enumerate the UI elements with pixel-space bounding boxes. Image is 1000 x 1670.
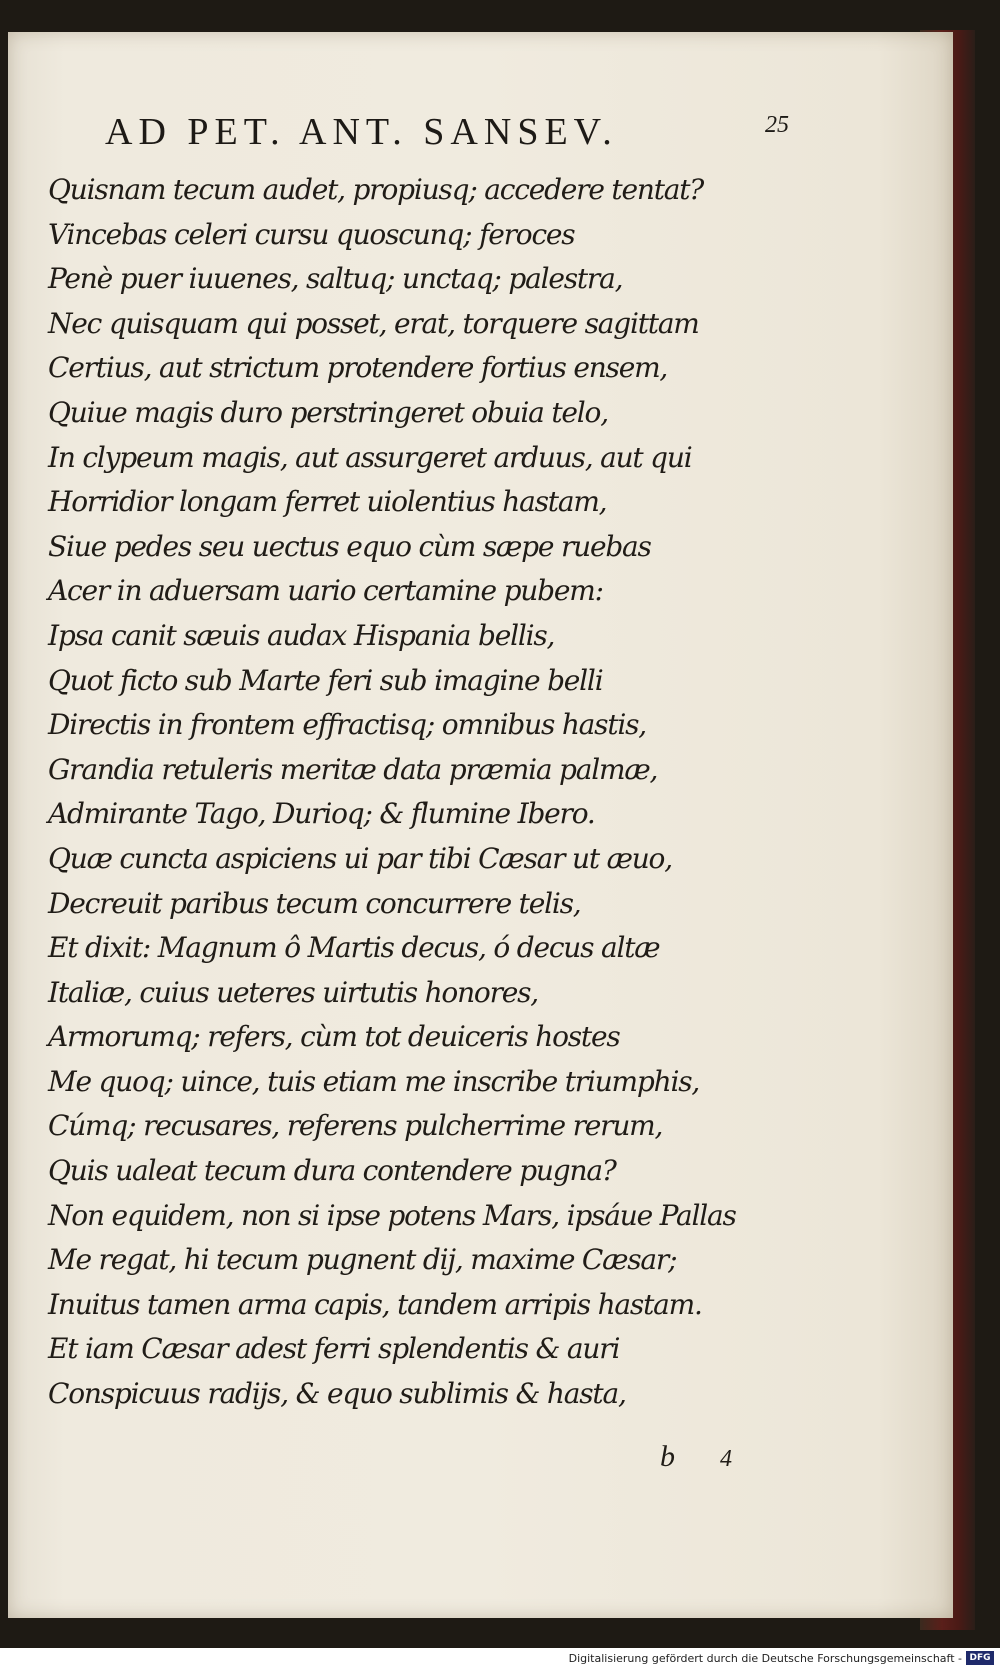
signature-mark: b [660, 1440, 675, 1473]
verse-line: Conspicuus radijs, & equo sublimis & hasta, [48, 1377, 626, 1411]
verse-line: Directis in frontem effractisq; omnibus hastis, [48, 708, 647, 742]
verse-line: Vincebas celeri cursu quoscunq; feroces [48, 217, 575, 251]
verse-list [48, 168, 768, 1417]
verse-line: Quot ficto sub Marte feri sub imagine belli [48, 663, 603, 697]
verse-line: Certius, aut strictum protendere fortius ensem, [48, 351, 668, 385]
verse-line: Penè puer iuuenes, saltuq; unctaq; palestra, [48, 262, 623, 296]
verse-line: Acer in aduersam uario certamine pubem: [48, 574, 603, 608]
signature-number: 4 [720, 1446, 732, 1472]
verse-line: Me quoq; uince, tuis etiam me inscribe triumphis, [48, 1064, 700, 1098]
verse-line: Quæ cuncta aspiciens ui par tibi Cæsar ut æuo, [48, 841, 672, 875]
verse-line: Et dixit: Magnum ô Martis decus, ó decus altæ [48, 931, 660, 965]
verse-line: Non equidem, non si ipse potens Mars, ipsáue Pallas [48, 1198, 736, 1232]
verse-line: Et iam Cæsar adest ferri splendentis & auri [48, 1332, 620, 1366]
verse-line: Admirante Tago, Durioq; & flumine Ibero. [48, 797, 595, 831]
folio-number: 25 [765, 112, 789, 138]
verse-line: Nec quisquam qui posset, erat, torquere sagittam [48, 306, 699, 340]
verse-line: Cúmq; recusares, referens pulcherrime rerum, [48, 1109, 663, 1143]
verse-line: Me regat, hi tecum pugnent dij, maxime Cæsar; [48, 1243, 677, 1277]
verse-line: Quiue magis duro perstringeret obuia telo, [48, 395, 608, 429]
verse-line: Ipsa canit sæuis audax Hispania bellis, [48, 618, 555, 652]
digitization-credit: Digitalisierung gefördert durch die Deutsche Forschungsgemeinschaft - [568, 1652, 962, 1665]
verse-line: Decreuit paribus tecum concurrere telis, [48, 886, 581, 920]
verse-line: Quis ualeat tecum dura contendere pugna? [48, 1154, 616, 1188]
dfg-logo: DFG [966, 1651, 994, 1665]
verse-line: Siue pedes seu uectus equo cùm sæpe ruebas [48, 529, 651, 563]
running-head: AD PET. ANT. SANSEV. [105, 111, 618, 153]
verse-line: Horridior longam ferret uiolentius hastam, [48, 485, 607, 519]
verse-line: Inuitus tamen arma capis, tandem arripis hastam. [48, 1287, 702, 1321]
verse-line: Grandia retuleris meritæ data præmia palmæ, [48, 752, 658, 786]
verse-line: Quisnam tecum audet, propiusq; accedere tentat? [48, 173, 704, 206]
verse-line: Armorumq; refers, cùm tot deuiceris hostes [48, 1020, 620, 1054]
verse-line: Italiæ, cuius ueteres uirtutis honores, [48, 975, 538, 1009]
verse-line: In clypeum magis, aut assurgeret arduus, aut qui [48, 440, 692, 474]
